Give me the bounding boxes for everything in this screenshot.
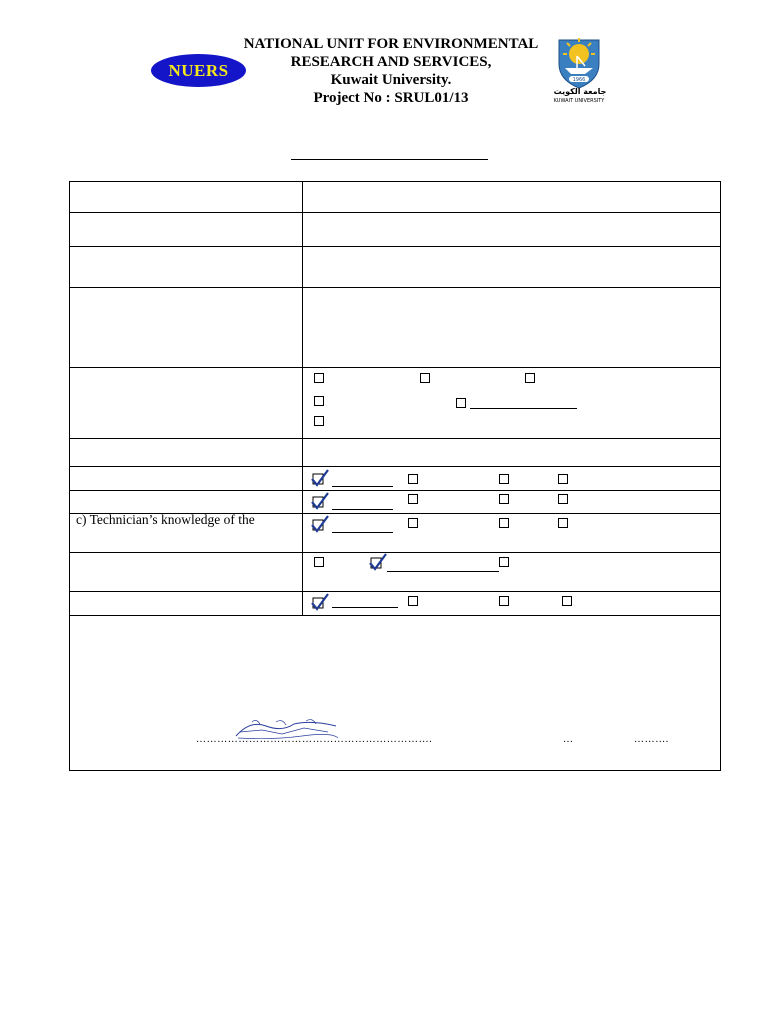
rating-checkbox[interactable] (558, 518, 568, 528)
university-emblem-icon (555, 34, 603, 90)
option-checkbox[interactable] (314, 416, 324, 426)
form-title-underline (291, 159, 488, 160)
option-checkbox[interactable] (314, 373, 324, 383)
university-name: Kuwait University. (330, 72, 452, 88)
option-other-field[interactable] (470, 408, 577, 409)
option-checkbox[interactable] (420, 373, 430, 383)
org-name-line2: RESEARCH AND SERVICES, (290, 54, 492, 70)
table-row-divider (69, 552, 720, 553)
checkmark-icon (368, 553, 388, 571)
table-column-divider (302, 181, 303, 615)
table-border-bottom (69, 770, 720, 771)
checkmark-icon (310, 515, 330, 533)
rating-underline (332, 532, 393, 533)
rating-underline (332, 486, 393, 487)
organization-header (230, 35, 552, 107)
org-name-line1: NATIONAL UNIT FOR ENVIRONMENTAL (243, 36, 539, 52)
rating-checkbox[interactable] (499, 474, 509, 484)
option-other-checkbox[interactable] (456, 398, 466, 408)
checkmark-icon (310, 593, 330, 611)
university-arabic-name: جامعة الكويت (553, 87, 607, 96)
rating-checkbox[interactable] (558, 474, 568, 484)
nuers-logo-text: NUERS (168, 60, 229, 80)
rating-checkbox[interactable] (499, 518, 509, 528)
table-border-top (69, 181, 720, 182)
table-row-divider (69, 490, 720, 491)
table-row-divider (69, 438, 720, 439)
rating-checkbox[interactable] (558, 494, 568, 504)
emblem-year: 1966 (572, 77, 586, 83)
table-border-right (720, 181, 721, 771)
rating-checkbox[interactable] (408, 518, 418, 528)
signature-field-short: … (563, 734, 574, 745)
table-row-divider (69, 466, 720, 467)
table-row-divider (69, 367, 720, 368)
table-row-divider (69, 287, 720, 288)
rating-underline (332, 607, 398, 608)
table-row-divider (69, 591, 720, 592)
option-checkbox[interactable] (525, 373, 535, 383)
project-number: Project No : SRUL01/13 (313, 90, 469, 106)
table-row-divider (69, 212, 720, 213)
checkmark-icon (310, 469, 330, 487)
university-english-name: KUWAIT UNIVERSITY (553, 98, 605, 104)
option-checkbox[interactable] (499, 557, 509, 567)
signature-line: …………………………………………………………. (196, 734, 433, 745)
rating-checkbox[interactable] (499, 494, 509, 504)
option-checkbox[interactable] (314, 557, 324, 567)
rating-checkbox[interactable] (408, 596, 418, 606)
checkmark-icon (310, 492, 330, 510)
table-border-left (69, 181, 70, 771)
rating-checkbox[interactable] (499, 596, 509, 606)
row-c-label: c) Technician’s knowledge of the (76, 512, 255, 527)
rating-underline (332, 509, 393, 510)
option-checkbox[interactable] (314, 396, 324, 406)
rating-checkbox[interactable] (408, 494, 418, 504)
rating-checkbox[interactable] (562, 596, 572, 606)
date-field: ………. (634, 734, 669, 745)
option-field-underline (387, 571, 499, 572)
table-row-divider (69, 615, 720, 616)
table-row-divider (69, 246, 720, 247)
rating-checkbox[interactable] (408, 474, 418, 484)
